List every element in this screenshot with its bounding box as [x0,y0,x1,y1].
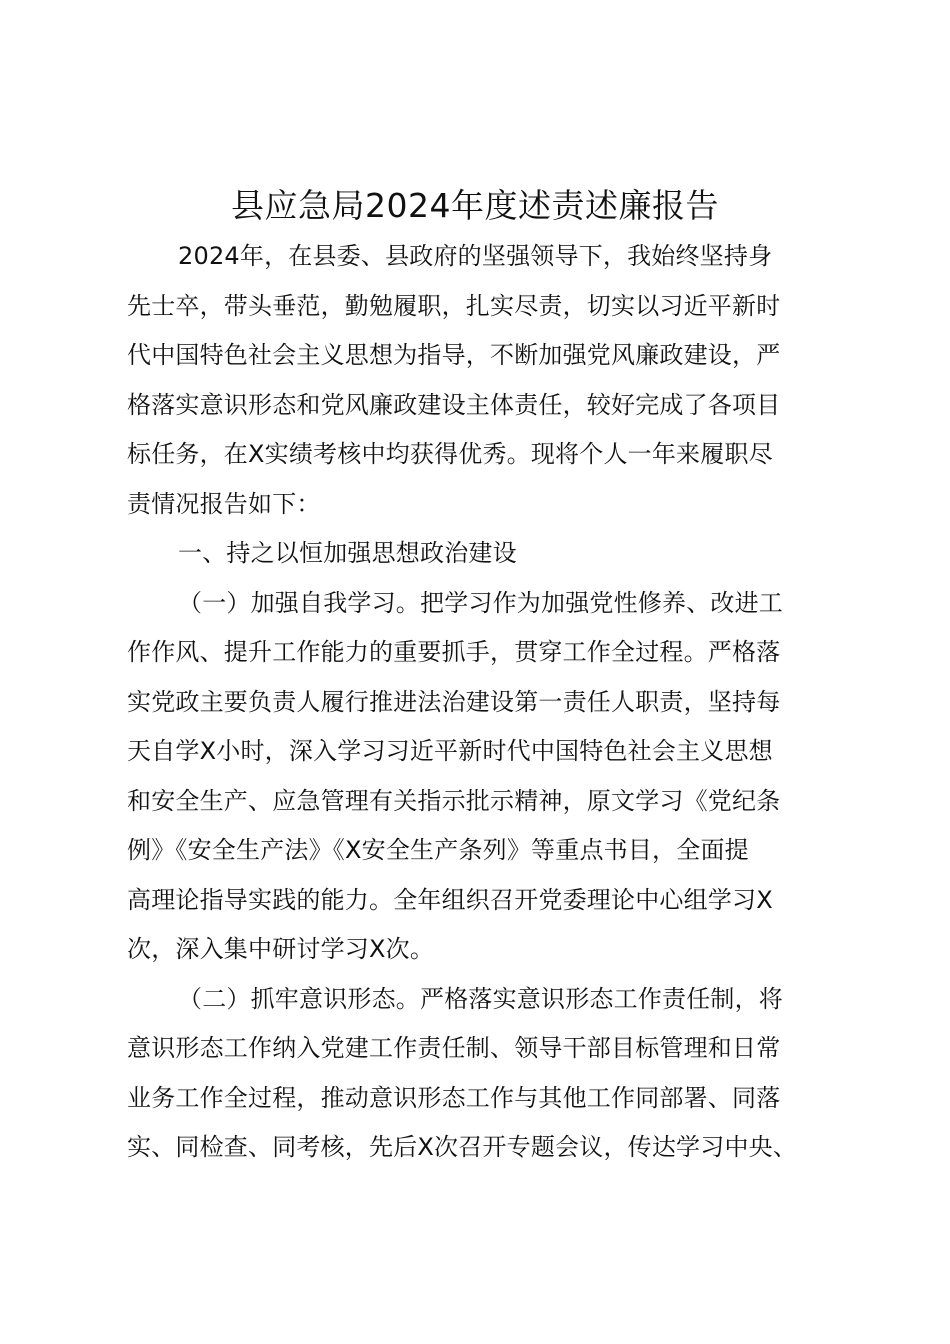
text-line: 责情况报告如下： [127,489,321,518]
text-line: 例》《安全生产法》《X安全生产条列》等重点书目，全面提 [127,836,749,864]
text-line: 实党政主要负责人履行推进法治建设第一责任人职责，坚持每 [127,687,781,716]
text-line: 格落实意识形态和党风廉政建设主体责任，较好完成了各项目 [127,390,781,419]
text-line: 高理论指导实践的能力。全年组织召开党委理论中心组学习X [127,885,773,914]
text-line: 次，深入集中研讨学习X次。 [127,935,435,963]
text-line: 作作风、提升工作能力的重要抓手，贯穿工作全过程。严格落 [127,638,781,666]
text-line: 天自学X小时，深入学习习近平新时代中国特色社会主义思想 [127,737,773,765]
text-line: 和安全生产、应急管理有关指示批示精神，原文学习《党纪条 [127,786,781,815]
text-line: 一、持之以恒加强思想政治建设 [178,539,517,567]
text-line: 2024年，在县委、县政府的坚强领导下，我始终坚持身 [178,242,773,270]
text-line: 先士卒，带头垂范，勤勉履职，扎实尽责，切实以习近平新时 [127,291,781,320]
text-line: 代中国特色社会主义思想为指导，不断加强党风廉政建设，严 [127,341,781,369]
text-line: （一）加强自我学习。把学习作为加强党性修养、改进工 [178,588,783,617]
document-title: 县应急局2024年度述责述廉报告 [231,186,719,225]
text-line: 实、同检查、同考核，先后X次召开专题会议，传达学习中央、 [127,1133,798,1161]
document-body [127,232,847,1173]
text-line: 业务工作全过程，推动意识形态工作与其他工作同部署、同落 [127,1083,781,1112]
text-line: 意识形态工作纳入党建工作责任制、领导干部目标管理和日常 [127,1034,781,1062]
text-line: 标任务，在X实绩考核中均获得优秀。现将个人一年来履职尽 [127,440,773,468]
text-line: （二）抓牢意识形态。严格落实意识形态工作责任制，将 [178,984,783,1013]
